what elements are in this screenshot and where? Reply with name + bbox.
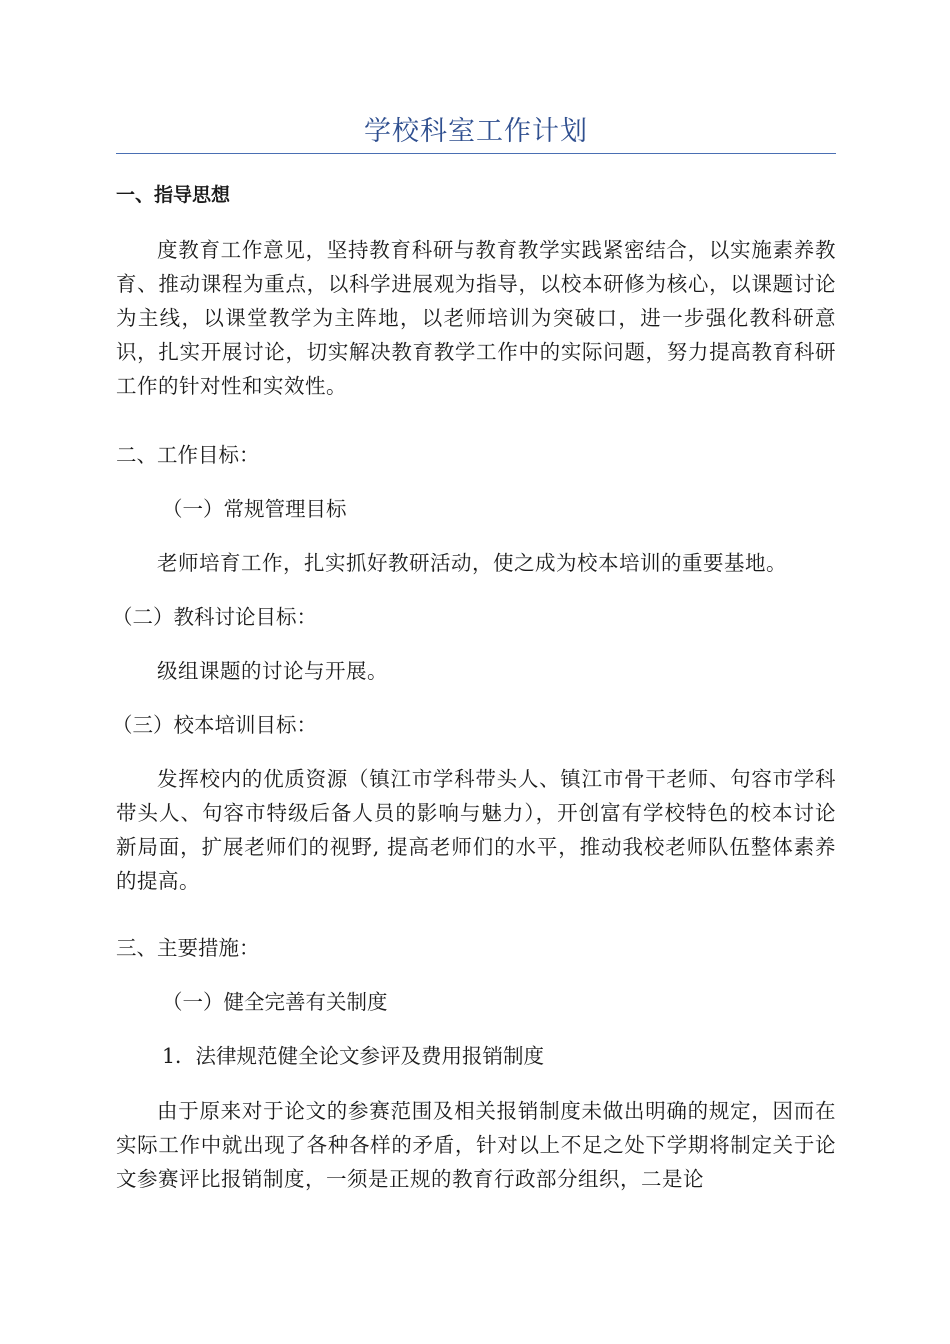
section-2-sub2-heading: （二）教科讨论目标： — [112, 605, 317, 629]
section-2-heading: 二、工作目标： — [116, 443, 260, 467]
document-title: 学校科室工作计划 — [364, 116, 588, 147]
section-3-heading: 三、主要措施： — [116, 936, 260, 960]
section-2-sub3-text: 发挥校内的优质资源（镇江市学科带头人、镇江市骨干老师、句容市学科带头人、句容市特级后备人员的影响与魅力），开创富有学校特色的校本讨论新局面，扩展老师们的视野, 提高老师们的水平，推动我校老师队伍整体素养的提高。 — [116, 767, 836, 893]
section-3-sub1-heading: （一）健全完善有关制度 — [162, 990, 388, 1014]
section-2-sub1-heading: （一）常规管理目标 — [162, 497, 347, 521]
section-3-item1-text: 由于原来对于论文的参赛范围及相关报销制度未做出明确的规定，因而在实际工作中就出现了各种各样的矛盾，针对以上不足之处下学期将制定关于论文参赛评比报销制度，一须是正规的教育行政部分组织，二是论 — [116, 1099, 836, 1191]
section-3-item1-heading: 1．法律规范健全论文参评及费用报销制度 — [162, 1044, 545, 1068]
section-2-sub3-heading: （三）校本培训目标： — [112, 713, 317, 737]
section-1-heading: 一、指导思想 — [116, 184, 231, 206]
title-underline — [116, 153, 836, 154]
section-2-sub1-text: 老师培育工作，扎实抓好教研活动，使之成为校本培训的重要基地。 — [157, 551, 787, 575]
section-2-sub2-text: 级组课题的讨论与开展。 — [157, 659, 388, 683]
section-1-paragraph: 度教育工作意见，坚持教育科研与教育教学实践紧密结合，以实施素养教育、推动课程为重点，以科学进展观为指导，以校本研修为核心，以课题讨论为主线，以课堂教学为主阵地，以老师培训为突破口，进一步强化教科研意识，扎实开展讨论，切实解决教育教学工作中的实际问题，努力提高教育科研工作的针对性和实效性。 — [116, 238, 836, 398]
